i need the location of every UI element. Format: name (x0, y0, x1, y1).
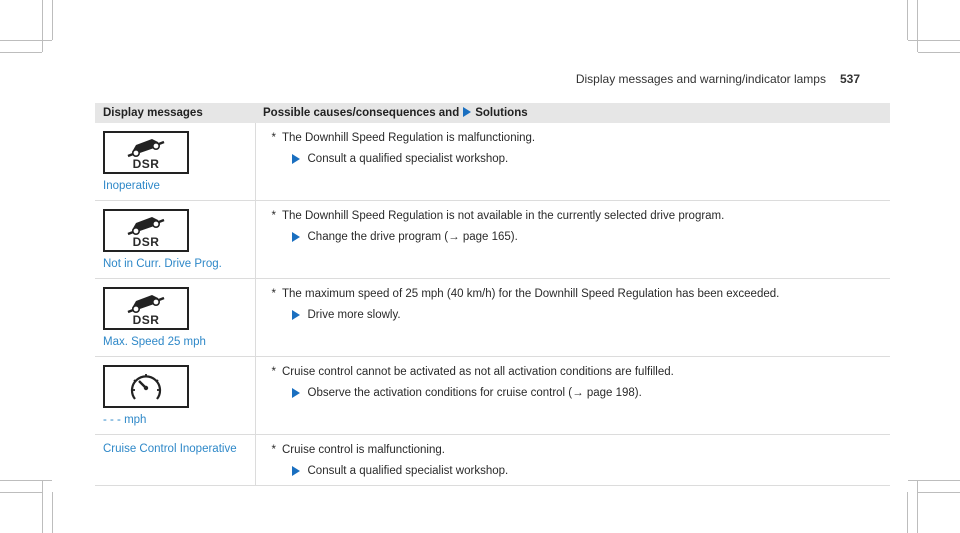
crop-mark (917, 0, 918, 52)
display-messages-table (95, 103, 890, 486)
solution-arrow-icon (292, 310, 300, 320)
table-row (95, 201, 890, 279)
page-number: 537 (839, 72, 860, 86)
dsr-label: DSR (132, 312, 160, 327)
cause-text: Cruise control cannot be activated as not all activation conditions are fulfilled. (281, 366, 674, 378)
table-row (95, 435, 890, 486)
cause-text: The Downhill Speed Regulation is malfunctioning. (281, 132, 536, 144)
solution-text: Observe the activation conditions for cruise control (→ page 198). (307, 387, 642, 399)
display-message-text: Inoperative (103, 180, 160, 192)
crop-mark (0, 492, 42, 493)
table-header-row (95, 103, 890, 123)
dsr-label: DSR (132, 234, 160, 249)
solution-text: Drive more slowly. (307, 309, 401, 321)
table-row (95, 279, 890, 357)
speedometer-icon (103, 365, 189, 408)
solution-arrow-icon (292, 232, 300, 242)
message-cell (95, 201, 255, 279)
message-cell (95, 357, 255, 435)
dsr-icon (103, 209, 189, 252)
bullet: * (271, 444, 276, 456)
solution-arrow-icon (463, 107, 471, 117)
cause-text: The Downhill Speed Regulation is not available in the currently selected drive program. (281, 210, 725, 222)
crop-mark (907, 0, 908, 40)
solution-text: Consult a qualified specialist workshop. (307, 153, 509, 165)
message-cell (95, 435, 255, 486)
crop-mark (0, 40, 52, 41)
page-header (576, 72, 860, 86)
solution-arrow-icon (292, 466, 300, 476)
message-cell (95, 279, 255, 357)
table-row (95, 123, 890, 201)
crop-mark (907, 492, 908, 533)
crop-mark (0, 52, 42, 53)
crop-mark (42, 0, 43, 52)
display-message-text: Not in Curr. Drive Prog. (103, 258, 222, 270)
column-header-causes-solutions: Possible causes/consequences and Solutions (255, 103, 890, 123)
display-message-text: Max. Speed 25 mph (103, 336, 206, 348)
crop-mark (52, 0, 53, 40)
crop-mark (918, 52, 960, 53)
crop-mark (918, 492, 960, 493)
dsr-label: DSR (132, 156, 160, 171)
crop-mark (42, 480, 43, 533)
crop-mark (917, 480, 918, 533)
crop-mark (908, 480, 960, 481)
message-cell (95, 123, 255, 201)
bullet: * (271, 210, 276, 222)
dsr-icon (103, 131, 189, 174)
display-message-text: Cruise Control Inoperative (103, 443, 237, 455)
solution-arrow-icon (292, 154, 300, 164)
bullet: * (271, 366, 276, 378)
display-message-text: - - - mph (103, 414, 147, 426)
solution-arrow-icon (292, 388, 300, 398)
cause-cell (255, 357, 890, 435)
crop-mark (908, 40, 960, 41)
table-row (95, 357, 890, 435)
cause-cell (255, 435, 890, 486)
crop-mark (52, 492, 53, 533)
crop-mark (0, 480, 52, 481)
dsr-icon (103, 287, 189, 330)
bullet: * (271, 132, 276, 144)
bullet: * (271, 288, 276, 300)
column-header-display-messages: Display messages (95, 103, 255, 123)
solution-text: Change the drive program (→ page 165). (307, 231, 518, 243)
solution-text: Consult a qualified specialist workshop. (307, 465, 509, 477)
cause-cell (255, 123, 890, 201)
section-title: Display messages and warning/indicator lamps (575, 72, 826, 86)
cause-text: Cruise control is malfunctioning. (281, 444, 445, 456)
cause-cell (255, 279, 890, 357)
cause-text: The maximum speed of 25 mph (40 km/h) for the Downhill Speed Regulation has been exceeded. (281, 288, 780, 300)
cause-cell (255, 201, 890, 279)
